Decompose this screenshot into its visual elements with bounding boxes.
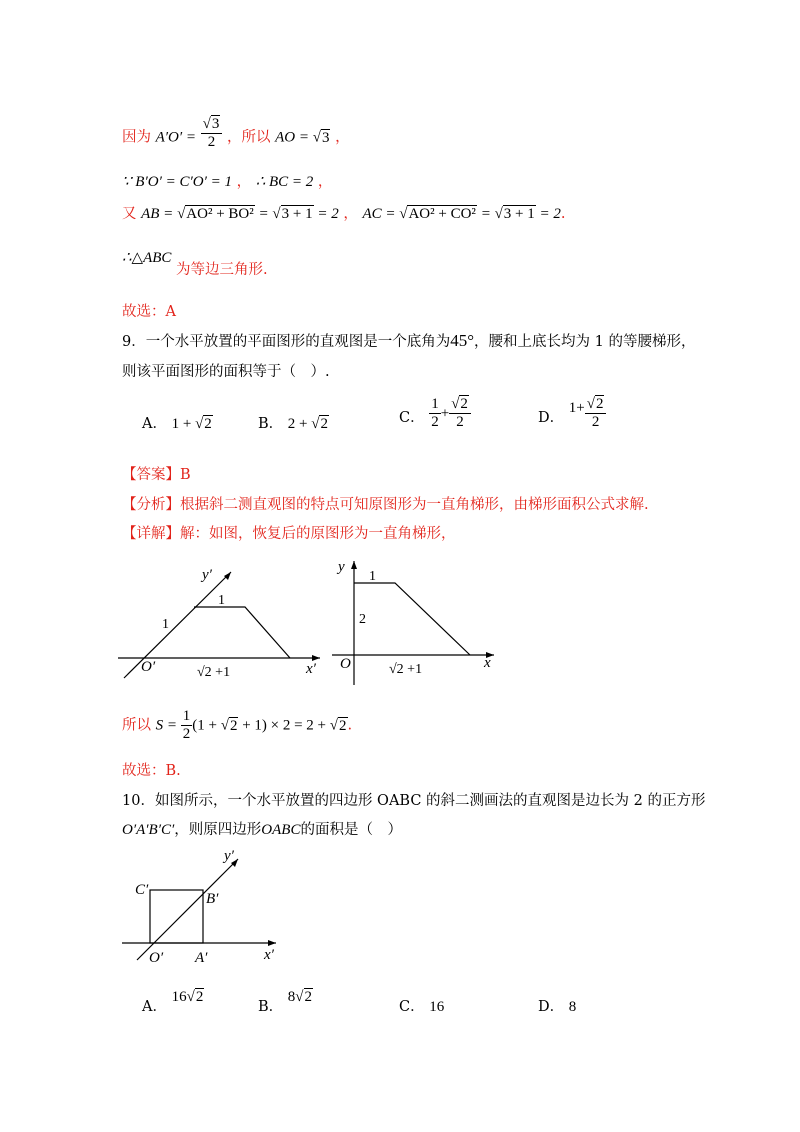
- text: 又: [122, 206, 137, 222]
- math-expression: 16: [171, 989, 187, 1005]
- c-prime-label: C′: [135, 882, 149, 898]
- option-value: 16: [429, 999, 445, 1015]
- text: 9．一个水平放置的平面图形的直观图是一个底角为: [122, 334, 451, 350]
- fraction-denominator: 2: [207, 134, 216, 150]
- math-expression: 1+: [568, 399, 585, 416]
- math-expression: (1 +: [192, 717, 221, 734]
- option-label: C．: [399, 409, 425, 426]
- radicand: 2: [229, 717, 238, 734]
- radical: √AO² + CO²: [399, 206, 476, 222]
- text: 为等边三角形.: [176, 262, 268, 278]
- fraction-denominator: 2: [431, 414, 439, 430]
- radical: √3: [312, 129, 330, 146]
- x-label: x: [484, 655, 491, 671]
- fraction-numerator: √2: [449, 396, 471, 414]
- option-label: D．: [538, 409, 565, 426]
- side-edge-label: 2: [359, 612, 366, 627]
- math-expression: =: [254, 206, 273, 222]
- base-label: √2 +1: [197, 665, 231, 680]
- origin-prime-label: O′: [141, 659, 156, 675]
- fraction-numerator: √2: [585, 396, 607, 414]
- radical: √2: [186, 989, 204, 1005]
- option-label: C．: [399, 999, 425, 1015]
- radicand: 2: [320, 416, 328, 432]
- math-expression: + 1) × 2 = 2 +: [238, 717, 330, 734]
- text: ，: [343, 206, 358, 222]
- radical: √AO² + BO²: [177, 206, 254, 222]
- o-prime-label: O′: [149, 950, 164, 966]
- analysis-text: 根据斜二测直观图的特点可知原图形为一直角梯形，由梯形面积公式求解.: [180, 497, 649, 513]
- option-c[interactable]: [399, 396, 471, 431]
- math-expression: 8: [287, 989, 296, 1005]
- side-edge-label: 1: [162, 617, 169, 632]
- option-d[interactable]: [538, 396, 606, 431]
- option-b[interactable]: [258, 985, 313, 1015]
- right-trapezoid-figure: [332, 555, 502, 690]
- radicand: 2: [339, 717, 347, 734]
- detail-line: [122, 522, 456, 543]
- fraction-denominator: 2: [591, 414, 600, 430]
- math-expression: O′A′B′C′: [122, 822, 175, 838]
- radicand: 2: [195, 989, 204, 1005]
- text: ，则原四边形: [174, 822, 262, 838]
- math-expression: 2 +: [287, 416, 312, 432]
- math-expression: = 2: [535, 206, 561, 222]
- radicand: 3: [211, 116, 220, 132]
- text: ，: [335, 129, 350, 146]
- math-expression: =: [476, 206, 495, 222]
- y-prime-label: y′: [202, 567, 212, 583]
- radical: √3 + 1: [272, 206, 313, 222]
- option-label: B．: [258, 999, 284, 1015]
- origin-label: O: [340, 656, 351, 672]
- x-prime-label: x′: [306, 661, 316, 677]
- option-label: A．: [142, 416, 167, 432]
- y-axis-arrow: [224, 572, 231, 580]
- option-b[interactable]: [258, 412, 329, 433]
- question-10-stem-line-1: 10．如图所示，一个水平放置的四边形 OABC 的斜二测画法的直观图是边长为 2 的正方形: [122, 793, 706, 809]
- math-expression: 45°: [450, 331, 475, 350]
- option-value: 8: [568, 999, 577, 1015]
- math-expression: ∵ B′O′ = C′O′ = 1: [122, 174, 232, 190]
- square: [150, 890, 203, 943]
- top-edge-label: 1: [369, 569, 376, 584]
- oblique-trapezoid-figure: [110, 560, 330, 690]
- radical: √2: [329, 717, 347, 734]
- option-d[interactable]: [538, 995, 576, 1016]
- math-expression: AB =: [141, 206, 178, 222]
- fraction: [585, 396, 607, 431]
- radical: √2: [220, 717, 238, 734]
- radicand: AO² + CO²: [408, 206, 476, 222]
- fraction-numerator: 1: [431, 396, 439, 412]
- solution-line-1: [122, 116, 350, 155]
- math-expression: OABC: [261, 822, 301, 838]
- answer-line: [122, 463, 191, 484]
- fraction: [449, 396, 471, 431]
- solution-line-3: [122, 202, 566, 223]
- fraction: [429, 396, 441, 431]
- text: ，: [317, 174, 333, 190]
- math-expression: S =: [155, 717, 181, 734]
- text: ，所以: [227, 129, 271, 146]
- y-label: y: [338, 559, 345, 575]
- answer-line: 故选：A: [122, 304, 176, 320]
- answer-line: 故选：B.: [122, 763, 181, 779]
- text: 所以: [122, 717, 151, 734]
- oblique-square-figure: [110, 842, 295, 970]
- answer-tag: 【答案】: [122, 467, 180, 483]
- radical: √2: [195, 416, 212, 432]
- detail-text: 解：如图，恢复后的原图形为一直角梯形，: [180, 526, 456, 542]
- math-expression: A′O′ =: [155, 129, 197, 146]
- fraction-numerator: 1: [182, 708, 191, 724]
- trapezoid-edges: [354, 583, 470, 655]
- option-a[interactable]: [142, 985, 204, 1015]
- top-edge-label: 1: [218, 593, 225, 608]
- option-label: A．: [142, 999, 167, 1015]
- question-9-stem-line-1: [122, 330, 696, 351]
- y-axis-arrow: [351, 561, 357, 569]
- question-9-stem-line-2: 则该平面图形的面积等于（ ）.: [122, 364, 330, 380]
- option-c[interactable]: [399, 995, 444, 1016]
- math-expression: ∴ BC = 2: [255, 174, 314, 190]
- radicand: 2: [460, 396, 468, 412]
- fraction-denominator: 2: [456, 414, 464, 430]
- radicand: 3: [321, 129, 330, 146]
- fraction-numerator: √3: [201, 116, 223, 134]
- radicand: 2: [204, 416, 212, 432]
- text: 因为: [122, 129, 151, 146]
- y-prime-axis: [137, 859, 238, 960]
- detail-tag: 【详解】: [122, 526, 180, 542]
- y-prime-label: y′: [224, 848, 234, 864]
- solution-line-4: [122, 250, 268, 278]
- fraction: [201, 116, 223, 151]
- math-expression: AC =: [362, 206, 400, 222]
- math-expression: ∴△ABC: [122, 250, 172, 266]
- math-expression: = 2: [313, 206, 339, 222]
- text: ，腰和上底长均为 1 的等腰梯形，: [474, 334, 696, 350]
- math-expression: AO =: [275, 129, 313, 146]
- b-prime-label: B′: [206, 891, 219, 907]
- answer-value: B: [180, 467, 191, 483]
- option-a[interactable]: [142, 412, 213, 433]
- text: ，: [236, 174, 252, 190]
- text: .: [347, 717, 353, 734]
- solution-line-2: [122, 170, 332, 191]
- radicand: 2: [595, 396, 604, 412]
- option-label: D．: [538, 999, 565, 1015]
- text: .: [560, 206, 566, 222]
- fraction-denominator: 2: [182, 726, 191, 742]
- x-axis-arrow: [268, 940, 276, 946]
- area-formula-line: [122, 708, 352, 743]
- x-prime-label: x′: [264, 947, 274, 963]
- fraction: [181, 708, 193, 743]
- radicand: 3 + 1: [281, 206, 313, 222]
- math-expression: +: [440, 405, 450, 422]
- radicand: 2: [304, 989, 312, 1005]
- base-label: √2 +1: [389, 662, 423, 677]
- analysis-tag: 【分析】: [122, 497, 180, 513]
- text: 的面积是（ ）: [300, 822, 402, 838]
- radicand: 3 + 1: [503, 206, 535, 222]
- analysis-line: [122, 493, 649, 514]
- trapezoid-edges: [194, 607, 290, 658]
- a-prime-label: A′: [195, 950, 208, 966]
- math-expression: 1 +: [171, 416, 196, 432]
- question-10-stem-line-2: [122, 818, 402, 839]
- radical: √3 + 1: [494, 206, 535, 222]
- option-label: B．: [258, 416, 284, 432]
- radical: √2: [295, 989, 312, 1005]
- radical: √2: [311, 416, 328, 432]
- radicand: AO² + BO²: [186, 206, 254, 222]
